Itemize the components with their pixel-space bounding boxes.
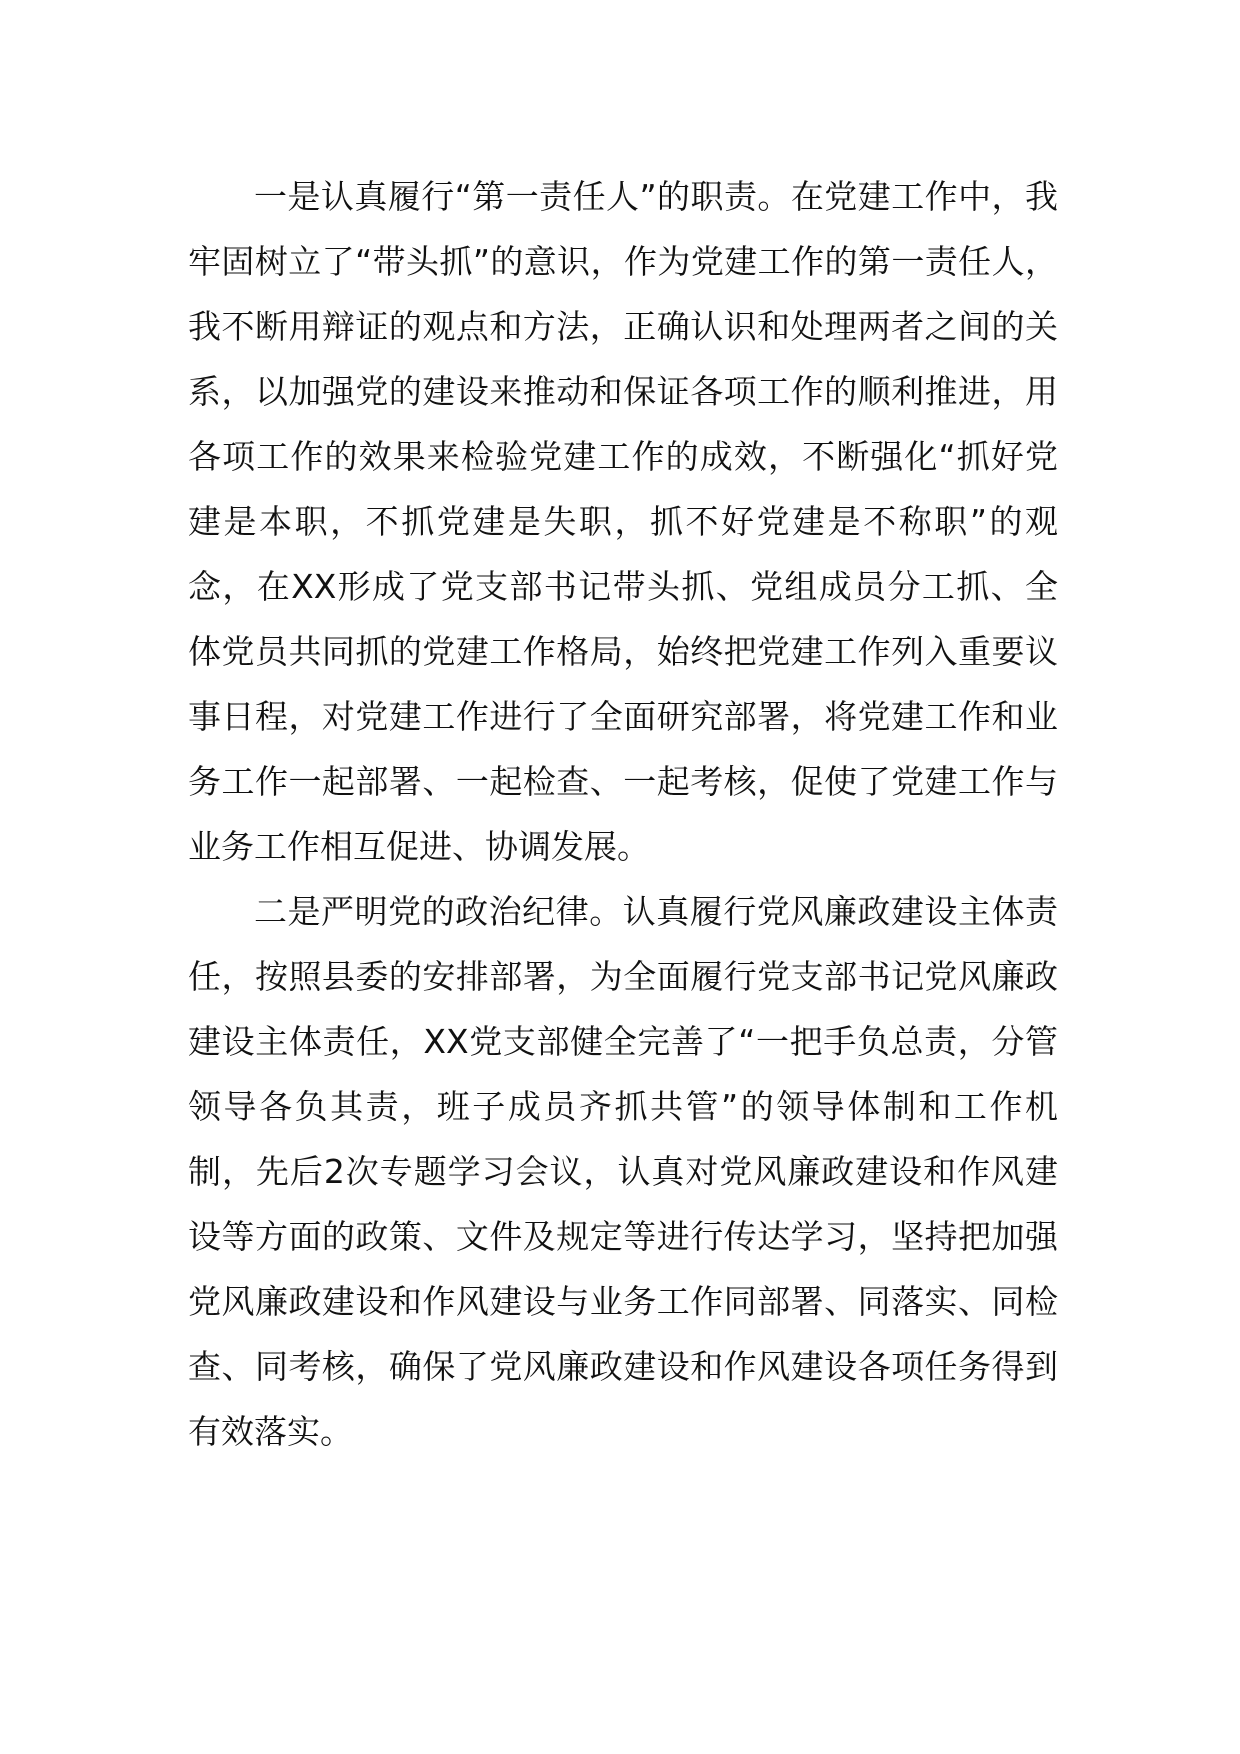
document-body	[188, 164, 1058, 1464]
paragraph-political-discipline: 二是严明党的政治纪律。认真履行党风廉政建设主体责任，按照县委的安排部署，为全面履行党支部书记党风廉政建设主体责任，XX党支部健全完善了“一把手负总责，分管领导各负其责，班子成员齐抓共管”的领导体制和工作机制，先后2次专题学习会议，认真对党风廉政建设和作风建设等方面的政策、文件及规定等进行传达学习，坚持把加强党风廉政建设和作风建设与业务工作同部署、同落实、同检查、同考核，确保了党风廉政建设和作风建设各项任务得到有效落实。	[188, 892, 1058, 1451]
paragraph-first-responsibility: 一是认真履行“第一责任人”的职责。在党建工作中，我牢固树立了“带头抓”的意识，作为党建工作的第一责任人，我不断用辩证的观点和方法，正确认识和处理两者之间的关系，以加强党的建设来推动和保证各项工作的顺利推进，用各项工作的效果来检验党建工作的成效，不断强化“抓好党建是本职，不抓党建是失职，抓不好党建是不称职”的观念，在XX形成了党支部书记带头抓、党组成员分工抓、全体党员共同抓的党建工作格局，始终把党建工作列入重要议事日程，对党建工作进行了全面研究部署，将党建工作和业务工作一起部署、一起检查、一起考核，促使了党建工作与业务工作相互促进、协调发展。	[188, 177, 1058, 866]
